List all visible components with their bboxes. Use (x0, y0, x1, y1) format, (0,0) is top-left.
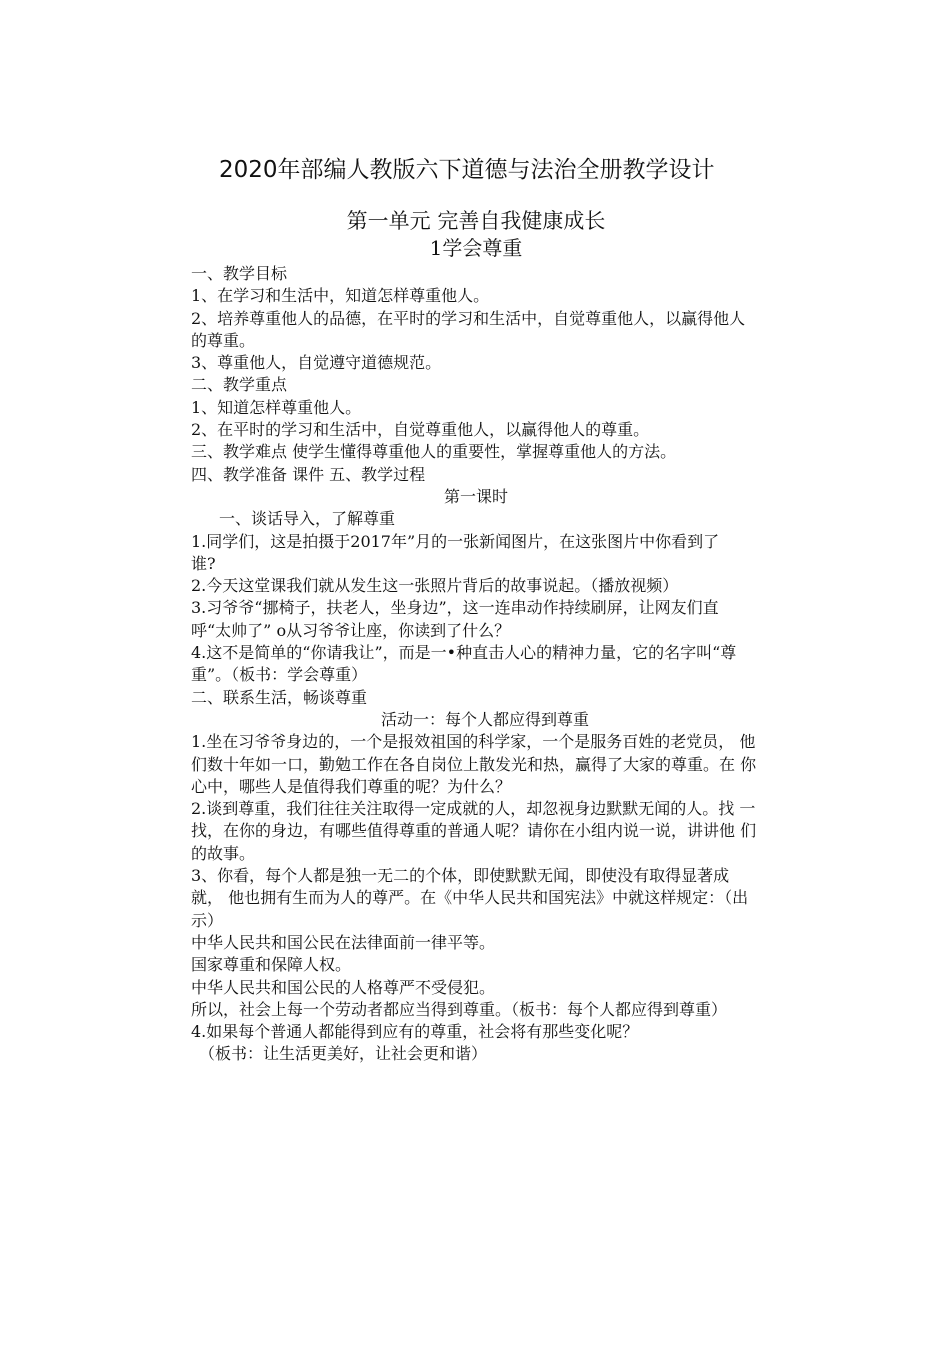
paragraph: 中华人民共和国公民在法律面前一律平等。 (191, 932, 496, 952)
activity-heading: 活动一：每个人都应得到尊重 (381, 709, 590, 729)
paragraph: 2、在平时的学习和生活中，自觉尊重他人，以赢得他人的尊重。 (191, 420, 650, 440)
paragraph: 三、教学难点 使学生懂得尊重他人的重要性，掌握尊重他人的方法。 (191, 442, 677, 462)
paragraph: 1.同学们，这是拍摄于2017年”月的一张新闻图片，在这张图片中你看到了 (191, 531, 720, 551)
paragraph: 谁? (191, 553, 216, 573)
document-title: 2020年部编人教版六下道德与法治全册教学设计 (219, 157, 715, 183)
paragraph: 2、培养尊重他人的品德，在平时的学习和生活中，自觉尊重他人，以赢得他人的尊重。 (191, 308, 746, 350)
paragraph: 4.这不是简单的“你请我让”，而是一•种直击人心的精神力量，它的名字叫“尊 重”。（板书：学会尊重） (191, 643, 737, 685)
document-page (191, 155, 761, 1066)
paragraph: 1、在学习和生活中，知道怎样尊重他人。 (191, 286, 490, 306)
section-heading: 一、教学目标 (191, 264, 288, 283)
paragraph: （板书：让生活更美好，让社会更和谐） (199, 1044, 488, 1064)
section-heading: 二、联系生活，畅谈尊重 (191, 687, 368, 707)
section-heading: 一、谈话导入，了解尊重 (219, 509, 396, 529)
paragraph: 四、教学准备 课件 五、教学过程 (191, 464, 426, 484)
paragraph: 3.习爷爷“挪椅子，扶老人，坐身边”，这一连串动作持续刷屏，让网友们直 呼“太帅了” o从习爷爷让座，你读到了什么？ (191, 598, 719, 640)
paragraph: 中华人民共和国公民的人格尊严不受侵犯。 (191, 977, 496, 997)
paragraph: 2.今天这堂课我们就从发生这一张照片背后的故事说起。（播放视频） (191, 576, 679, 596)
paragraph: 4.如果每个普通人都能得到应有的尊重，社会将有那些变化呢？ (191, 1022, 639, 1042)
section-heading: 二、教学重点 (191, 375, 288, 395)
lesson-heading: 1学会尊重 (429, 236, 523, 260)
paragraph: 所以，社会上每一个劳动者都应当得到尊重。（板书：每个人都应得到尊重） (191, 999, 728, 1019)
paragraph: 1、知道怎样尊重他人。 (191, 397, 362, 417)
paragraph: 3、你看，每个人都是独一无二的个体，即使默默无闻，即使没有取得显著成就， 他也拥有生而为人的尊严。在《中华人民共和国宪法》中就这样规定：（出示） (191, 866, 749, 930)
paragraph: 3、尊重他人，自觉遵守道德规范。 (191, 353, 442, 373)
paragraph: 国家尊重和保障人权。 (191, 955, 352, 975)
paragraph: 2.谈到尊重，我们往往关注取得一定成就的人，却忽视身边默默无闻的人。找 一找，在你的身边，有哪些值得尊重的普通人呢？请你在小组内说一说，讲讲他 们的故事。 (191, 799, 757, 863)
period-heading: 第一课时 (443, 486, 508, 506)
unit-heading: 第一单元 完善自我健康成长 (346, 209, 606, 233)
paragraph: 1.坐在习爷爷身边的，一个是报效祖国的科学家，一个是服务百姓的老党员， 他们数十年如一口，勤勉工作在各自岗位上散发光和热，赢得了大家的尊重。在 你心中，哪些人是值得我们尊重的呢？为什么？ (191, 732, 757, 796)
